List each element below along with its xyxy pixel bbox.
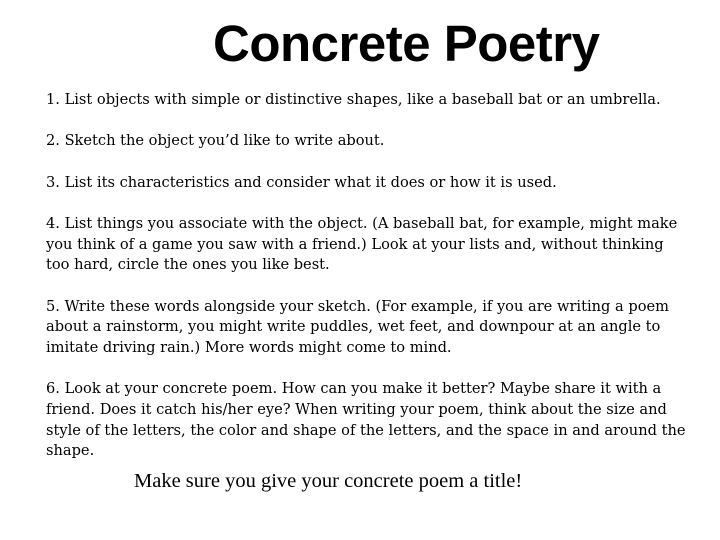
step-item-4: 4. List things you associate with the object. (A baseball bat, for example, might make you think of a game you saw with a friend.) Look at your lists and, without thinking too hard, circle the ones you like best. (46, 215, 678, 274)
steps-list (46, 90, 686, 483)
step-item-5: 5. Write these words alongside your sketch. (For example, if you are writing a poem about a rainstorm, you might write puddles, wet feet, and downpour at an angle to imitate driving rain.) More words might come to mind. (46, 297, 669, 356)
step-item-2: 2. Sketch the object you’d like to write about. (46, 132, 385, 150)
step-item-3: 3. List its characteristics and consider what it does or how it is used. (46, 173, 557, 191)
closing-note: Make sure you give your concrete poem a title! (134, 470, 523, 492)
step-item-6: 6. Look at your concrete poem. How can you make it better? Maybe share it with a friend. Does it catch his/her eye? When writing your poem, think about the size and style of the letters, the color and shape of the letters, and the space in and around the shape. (46, 380, 686, 460)
step-item-1: 1. List objects with simple or distinctive shapes, like a baseball bat or an umbrella. (46, 91, 661, 108)
slide-title: Concrete Poetry (213, 15, 600, 72)
